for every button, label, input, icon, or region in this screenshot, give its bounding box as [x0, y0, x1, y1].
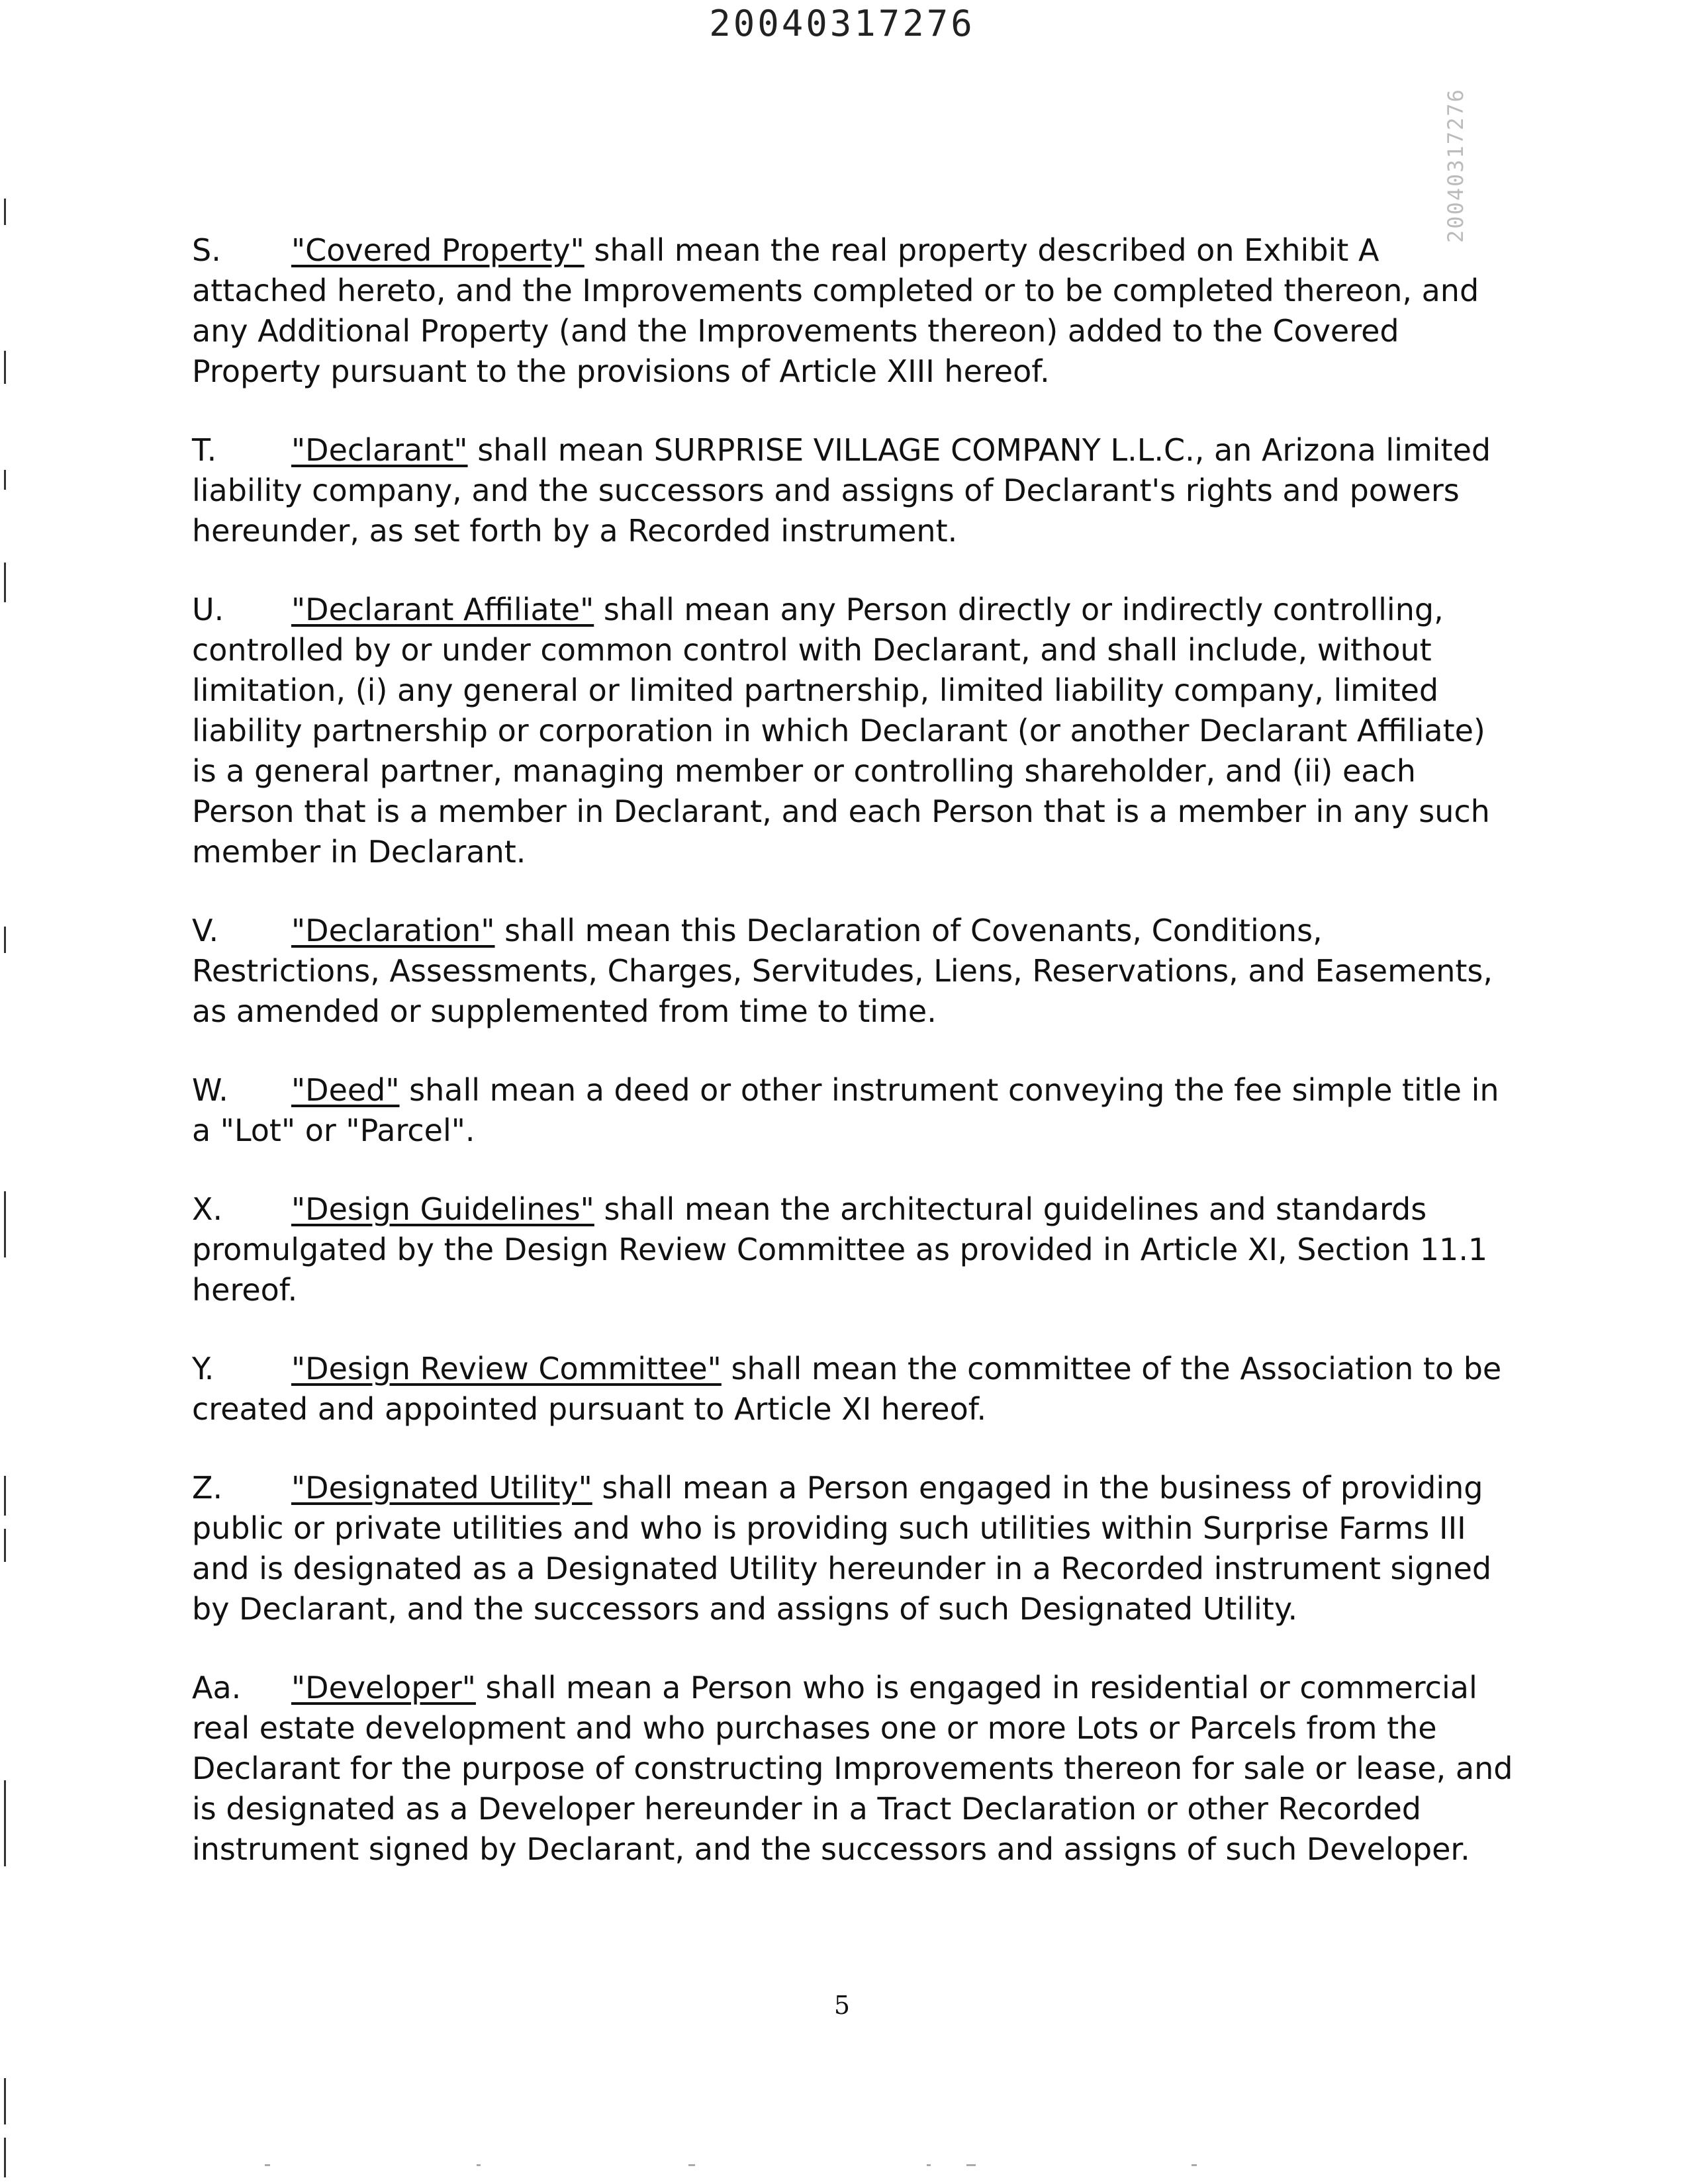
definition-x: [192, 1189, 1516, 1310]
definition-text: shall mean the real property described on Exhibit A attached hereto, and the Improvements completed or to be completed thereon, and any Additional Property (and the Improvements thereon) added to the Covered Property pursuant to the provisions of Article XIII hereof.: [192, 232, 1479, 389]
defined-term: "Declarant": [291, 432, 468, 468]
definition-w: [192, 1070, 1516, 1151]
definition-u: [192, 590, 1516, 872]
defined-term: "Developer": [291, 1670, 476, 1706]
defined-term: "Declarant Affiliate": [291, 592, 594, 627]
definition-letter: S.: [192, 232, 221, 268]
defined-term: "Covered Property": [291, 232, 585, 268]
defined-term: "Deed": [291, 1072, 400, 1108]
definition-text: shall mean the committee of the Association to be created and appointed pursuant to Article XI hereof.: [192, 1351, 1502, 1427]
side-recording-stamp: 20040317276: [1443, 88, 1468, 243]
definition-text: shall mean SURPRISE VILLAGE COMPANY L.L.C., an Arizona limited liability company, and the successors and assigns of Declarant's rights and powers hereunder, as set forth by a Recorded instrument.: [192, 432, 1491, 549]
definition-letter: Y.: [192, 1351, 214, 1387]
defined-term: "Design Guidelines": [291, 1191, 594, 1227]
definition-text: shall mean any Person directly or indirectly controlling, controlled by or under common control with Declarant, and shall include, without limitation, (i) any general or limited partnership, limited liability company, limited liability partnership or corporation in which Declarant (or another Declarant Affiliate) is a general partner, managing member or controlling shareholder, and (ii) each Person that is a member in Declarant, and each Person that is a member in any such member in Declarant.: [192, 592, 1490, 870]
definition-letter: V.: [192, 913, 219, 948]
definition-text: shall mean a deed or other instrument conveying the fee simple title in a "Lot" or "Parcel".: [192, 1072, 1499, 1148]
definition-letter: Aa.: [192, 1670, 242, 1706]
definition-aa: [192, 1668, 1516, 1870]
definition-text: shall mean this Declaration of Covenants, Conditions, Restrictions, Assessments, Charges, Servitudes, Liens, Reservations, and Easements, as amended or supplemented from time to time.: [192, 913, 1493, 1029]
definition-v: [192, 911, 1516, 1032]
definition-t: [192, 430, 1516, 551]
definition-text: shall mean a Person engaged in the business of providing public or private utilities and who is providing such utilities within Surprise Farms III and is designated as a Designated Utility hereunder in a Recorded instrument signed by Declarant, and the successors and assigns of such Designated Utility.: [192, 1470, 1492, 1627]
defined-term: "Designated Utility": [291, 1470, 592, 1506]
definition-letter: Z.: [192, 1470, 223, 1506]
defined-term: "Design Review Committee": [291, 1351, 722, 1387]
scan-speckles: [265, 2164, 1390, 2167]
scan-margin-marks: [4, 99, 12, 2184]
definition-letter: T.: [192, 432, 217, 468]
definition-letter: U.: [192, 592, 224, 627]
definition-z: [192, 1468, 1516, 1629]
page-number: 5: [833, 1991, 851, 2020]
defined-term: "Declaration": [291, 913, 495, 948]
definition-letter: X.: [192, 1191, 223, 1227]
definition-y: [192, 1349, 1516, 1430]
definition-letter: W.: [192, 1072, 228, 1108]
definition-text: shall mean a Person who is engaged in residential or commercial real estate development and who purchases one or more Lots or Parcels from the Declarant for the purpose of constructing Improvements thereon for sale or lease, and is designated as a Developer hereunder in a Tract Declaration or other Recorded instrument signed by Declarant, and the successors and assigns of such Developer.: [192, 1670, 1513, 1867]
definitions-list: [192, 230, 1516, 1908]
definition-s: [192, 230, 1516, 392]
recording-number: 20040317276: [709, 3, 975, 44]
definition-text: shall mean the architectural guidelines and standards promulgated by the Design Review Committee as provided in Article XI, Section 11.1 hereof.: [192, 1191, 1488, 1308]
